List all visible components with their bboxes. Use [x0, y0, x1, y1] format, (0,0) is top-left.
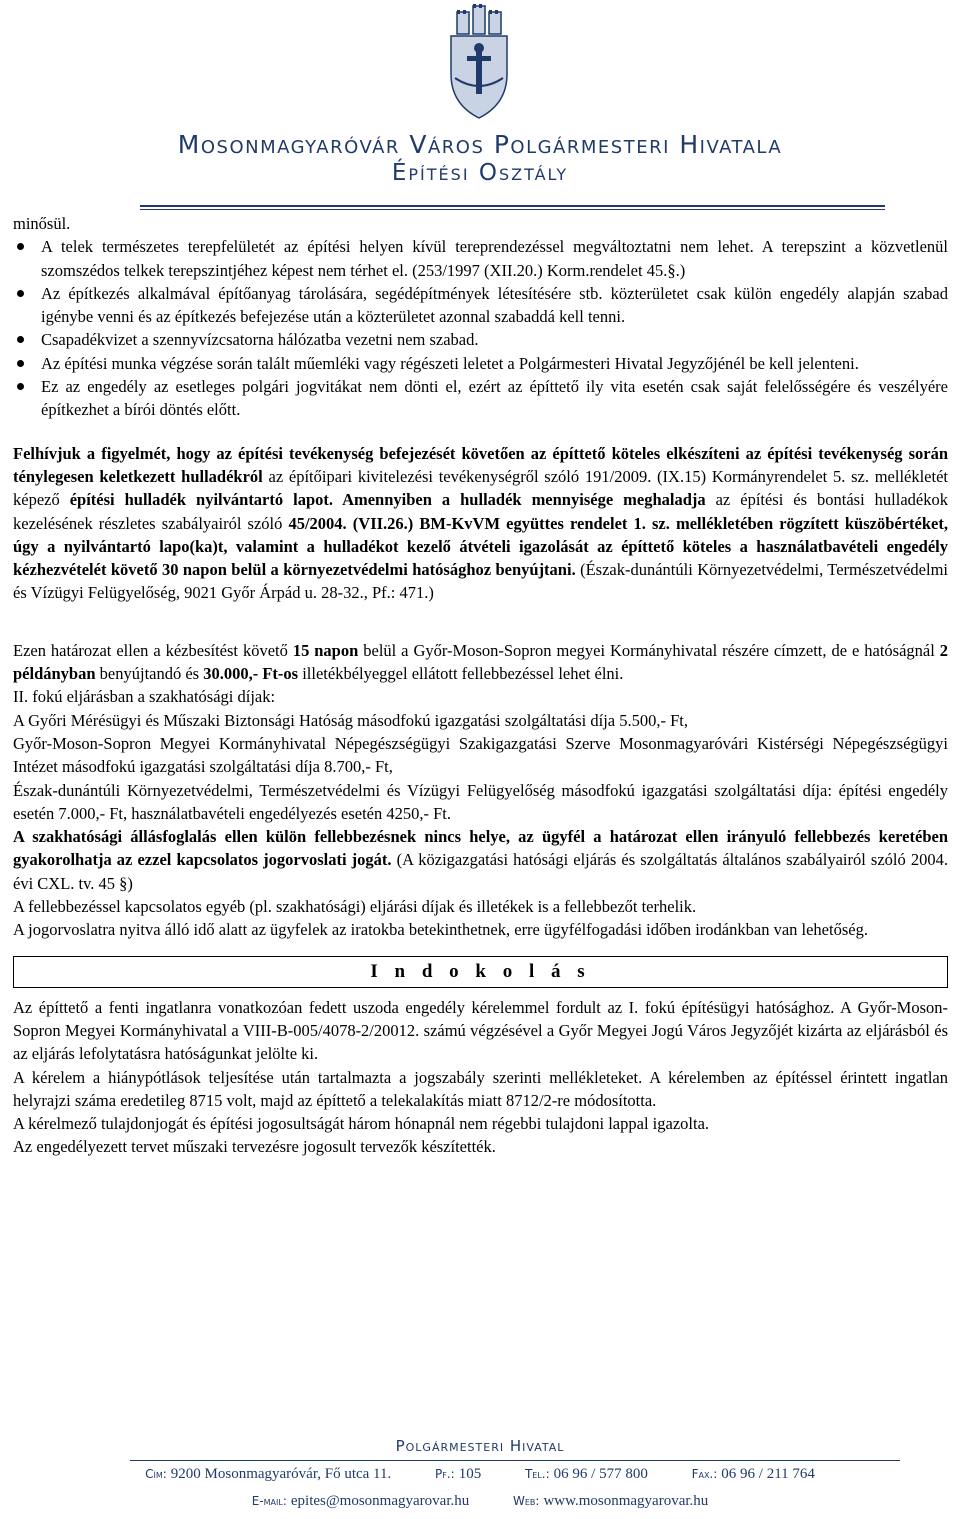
- indoklas-paragraph: Az építtető a fenti ingatlanra vonatkozóan fedett uszoda engedély kérelemmel fordult az I. fokú építésügyi hatósághoz. A Győr-Moson-Sopron Megyei Kormányhivatal a VIII-B-005/4078-2/20012. számú végzésével a Győr Megyei Jogú Város Jegyzőjét kizárta az eljárásból és az eljárás lefolytatásra hatóságunkat jelölte ki.: [13, 997, 948, 1064]
- web-link[interactable]: www.mosonmagyarovar.hu: [543, 1493, 709, 1509]
- footer-web-line: [0, 1493, 960, 1510]
- fax-value: 06 96 / 211 764: [721, 1466, 815, 1482]
- fee-line: Észak-dunántúli Környezetvédelmi, Természetvédelmi és Vízügyi Felügyelőség másodfokú igazgatási szolgáltatási díja: építési engedély esetén 7.000,- Ft, használatbavételi engedélyezés esetén 4250,- Ft.: [13, 780, 948, 823]
- list-item: Az építési munka végzése során talált műemléki vagy régészeti leletet a Polgármesteri Hivatal Jegyzőjénél be kell jelenteni.: [13, 352, 948, 375]
- bullet-icon: [17, 290, 24, 297]
- list-item: Csapadékvizet a szennyvízcsatorna hálózatba vezetni nem szabad.: [13, 328, 948, 351]
- list-item: Ez az engedély az esetleges polgári jogvitákat nem dönti el, ezért az építtető ily vita esetén csak saját felelősségére és veszélyére építkezhet a bírói döntés előtt.: [13, 375, 948, 422]
- list-item: A telek természetes terepfelületét az építési helyen kívül tereprendezéssel megváltoztatni nem lehet. A terepszint a közvetlenül szomszédos telkek terepszintjéhez képest nem térhet el. (253/1997 (XII.20.) Korm.rendelet 45.§.): [13, 235, 948, 282]
- header-rule: [140, 205, 885, 207]
- web-label: Web:: [512, 1494, 540, 1508]
- indoklas-paragraph: A kérelem a hiánypótlások teljesítése után tartalmazta a jogszabály szerinti mellékleteket. A kérelemben az építéssel érintett ingatlan helyrajzi száma eredetileg 8715 volt, majd az építtető a telekalakítás miatt 8712/2-re módosította.: [13, 1067, 948, 1110]
- other-fees-paragraph: A fellebbezéssel kapcsolatos egyéb (pl. szakhatósági) eljárási díjak és illetékek is a fellebbezőt terhelik.: [13, 897, 697, 917]
- indoklas-paragraph: A kérelmező tulajdonjogát és építési jogosultságát három hónapnál nem régebbi tulajdoni lappal igazolta.: [13, 1114, 710, 1134]
- pf-value: 105: [458, 1466, 482, 1482]
- fees-heading: II. fokú eljárásban a szakhatósági díjak:: [13, 687, 276, 707]
- email-link[interactable]: epites@mosonmagyarovar.hu: [290, 1493, 470, 1509]
- bullet-icon: [17, 243, 24, 250]
- indoklas-paragraph: Az engedélyezett tervet műszaki tervezésre jogosult tervezők készítették.: [13, 1137, 496, 1157]
- footer-rule: [130, 1460, 900, 1461]
- document-body: [13, 212, 948, 1159]
- footer-contact-line: [0, 1466, 960, 1483]
- indoklas-heading: I n d o k o l á s: [13, 956, 948, 988]
- header-rule-thin: [140, 209, 885, 210]
- fee-line: A Győri Mérésügyi és Műszaki Biztonsági Hatóság másodfokú igazgatási szolgáltatási díja 5.500,- Ft,: [13, 710, 689, 730]
- email-label: E-mail:: [251, 1494, 287, 1508]
- address-label: Cím:: [145, 1467, 167, 1481]
- bullet-icon: [17, 383, 24, 390]
- department-title: Építési Osztály: [391, 160, 569, 186]
- appeal-paragraph: Ezen határozat ellen a kézbesítést követő 15 napon belül a Győr-Moson-Sopron megyei Kormányhivatal részére címzett, de e hatóságnál 2 példányban benyújtandó és 30.000,- Ft-os illetékbélyeggel ellátott fellebbezéssel lehet élni.: [13, 640, 948, 684]
- list-item: Az építkezés alkalmával építőanyag tárolására, segédépítmények létesítésére stb. közterületet csak külön engedély alapján szabad igénybe venni és az építkezés befejezése után a közterületet azonnal szabaddá kell tenni.: [13, 282, 948, 329]
- fee-line: Győr-Moson-Sopron Megyei Kormányhivatal Népegészségügyi Szakigazgatási Szerve Mosonmagyaróvári Kistérségi Népegészségügyi Intézet másodfokú igazgatási szolgáltatási díja 8.700,- Ft,: [13, 733, 948, 777]
- address-value: 9200 Mosonmagyaróvár, Fő utca 11.: [170, 1466, 392, 1482]
- city-crest-logo: [443, 4, 515, 122]
- inspection-paragraph: A jogorvoslatra nyitva álló idő alatt az ügyfelek az iratokba betekinthetnek, erre ügyfélfogadási időben irodánkban van lehetőség.: [13, 920, 868, 940]
- tel-label: Tel.:: [524, 1467, 550, 1481]
- conditions-list: [13, 235, 948, 421]
- intro-fragment: minősül.: [13, 214, 71, 233]
- fax-label: Fax.:: [691, 1467, 718, 1481]
- remedy-paragraph: A szakhatósági állásfoglalás ellen külön fellebbezésnek nincs helye, az ügyfél a határozat ellen irányuló fellebbezés keretében gyakorolhatja az ezzel kapcsolatos jogorvoslati jogát. (A közigazgatási hatósági eljárás és szolgáltatás általános szabályairól szóló 2004. évi CXL. tv. 45 §): [13, 827, 948, 893]
- org-title: Mosonmagyaróvár Város Polgármesteri Hivatala: [177, 130, 783, 159]
- waste-notice-paragraph: Felhívjuk a figyelmét, hogy az építési tevékenység befejezését követően az építtető köteles elkészíteni az építési tevékenység során ténylegesen keletkezett hulladékról az építőipari kivitelezési tevékenységről szóló 191/2009. (IX.15) Kormányrendelet 5. sz. mellékletét képező építési hulladék nyilvántartó lapot. Amennyiben a hulladék mennyisége meghaladja az építési és bontási hulladékok kezelésének részletes szabályairól szóló 45/2004. (VII.26.) BM-KvVM együttes rendelet 1. sz. mellékletében rögzített küszöbértéket, úgy a nyilvántartó lapo(ka)t, valamint a hulladékot kezelő átvételi igazolását az építtető köteles a használatbavételi engedély kézhezvételét követő 30 napon belül a környezetvédelmi hatósághoz benyújtani. (Észak-dunántúli Környezetvédelmi, Természetvédelmi és Vízügyi Felügyelőség, 9021 Győr Árpád u. 28-32., Pf.: 471.): [13, 443, 949, 603]
- pf-label: Pf.:: [435, 1467, 455, 1481]
- tel-value: 06 96 / 577 800: [553, 1466, 648, 1482]
- footer-title: Polgármesteri Hivatal: [395, 1437, 565, 1455]
- bullet-icon: [17, 336, 24, 343]
- bullet-icon: [17, 360, 24, 367]
